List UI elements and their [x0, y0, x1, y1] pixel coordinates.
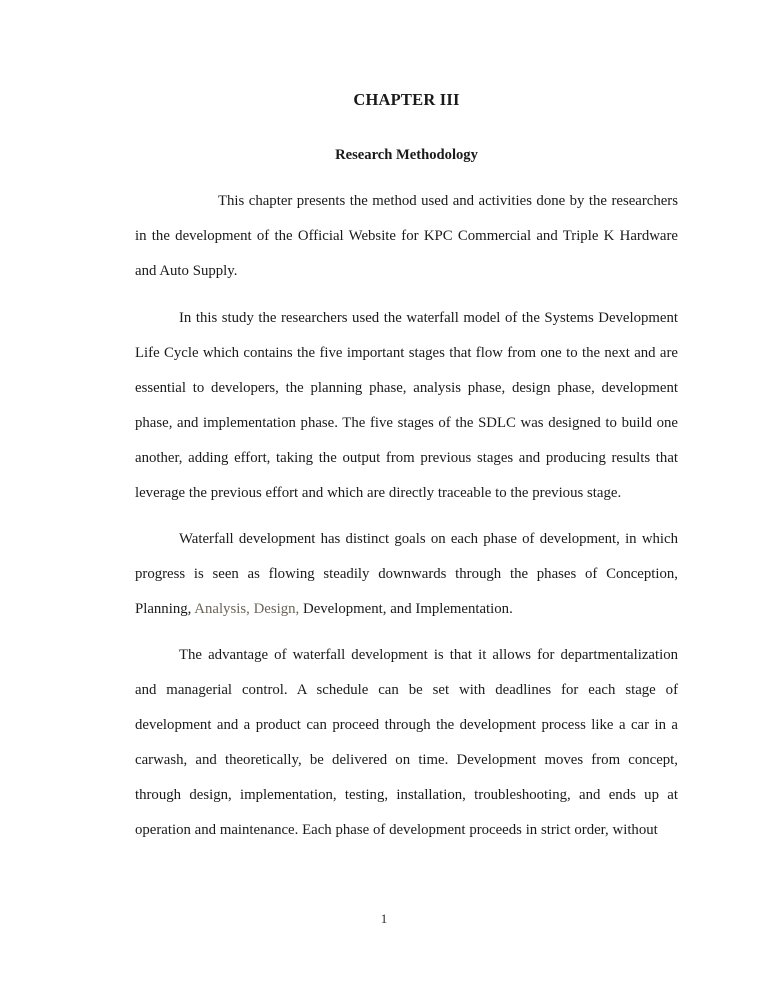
paragraph-text-segment-before: Waterfall development has distinct goals on each phase of development, in which progress is seen as flowing steadily downwards through the phases of Conception, Planning, — [135, 531, 678, 618]
document-body — [135, 0, 678, 848]
paragraph-text-segment-after: Development, and Implementation. — [299, 601, 513, 618]
paragraph-waterfall-sdlc: In this study the researchers used the waterfall model of the Systems Development Life Cycle which contains the five important stages that flow from one to the next and are essential to developers, the planning phase, analysis phase, design phase, development phase, and implementation phase. The five stages of the SDLC was designed to build one another, adding effort, taking the output from previous stages and producing results that leverage the previous effort and which are directly traceable to the previous stage. — [135, 310, 678, 502]
section-heading: Research Methodology — [335, 147, 478, 164]
paragraph-waterfall-advantage: The advantage of waterfall development is that it allows for departmentalization and managerial control. A schedule can be set with deadlines for each stage of development and a product can proceed through the development process like a car in a carwash, and theoretically, be delivered on time. Development moves from concept, through design, implementation, testing, installation, troubleshooting, and ends up at operation and maintenance. Each phase of development proceeds in strict order, without — [135, 647, 678, 839]
paragraph-waterfall-goals — [135, 511, 678, 627]
page-number: 1 — [380, 911, 388, 926]
chapter-heading: CHAPTER III — [353, 90, 460, 109]
paragraph-highlighted-phases: Analysis, Design, — [194, 601, 300, 618]
paragraph-intro: This chapter presents the method used and activities done by the researchers in the development of the Official Website for KPC Commercial and Triple K Hardware and Auto Supply. — [135, 193, 678, 280]
